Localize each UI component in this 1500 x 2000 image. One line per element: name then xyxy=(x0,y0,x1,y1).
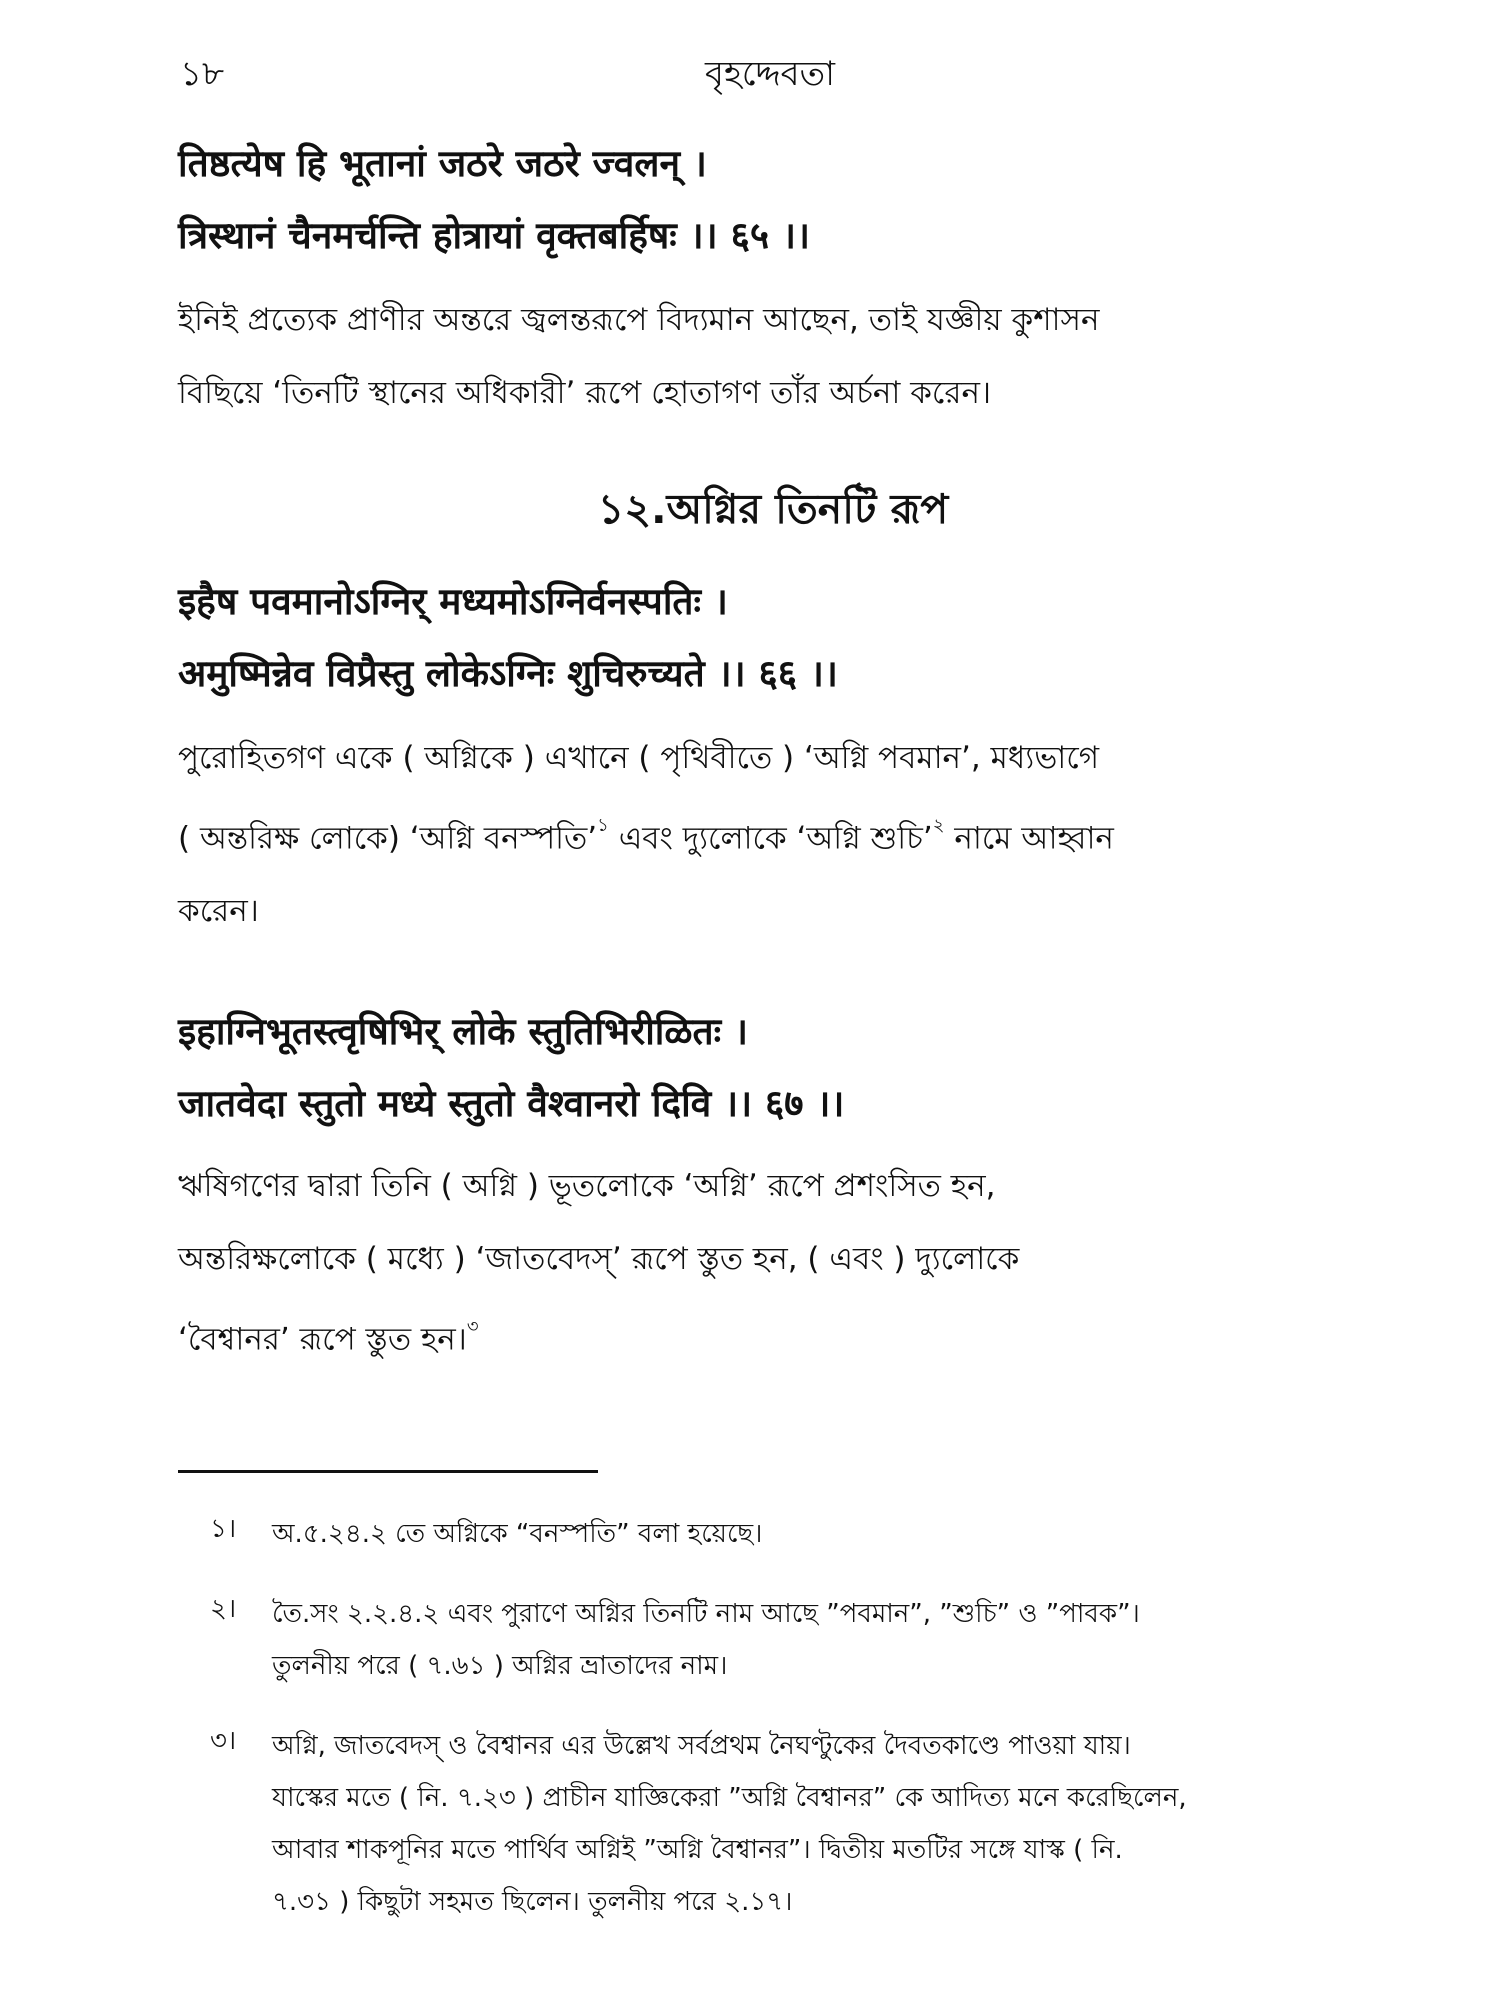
verse-line: तिष्ठत्येष हि भूतानां जठरे जठरे ज्वलन् । xyxy=(178,142,707,185)
footnote-2 xyxy=(210,1588,1370,1692)
bengali-translation-66 xyxy=(178,722,1368,948)
running-title: বৃহদ্দেবতা xyxy=(705,54,835,94)
verse-line: इहाग्निभूतस्त्वृषिभिर् लोके स्तुतिभिरीळितः । xyxy=(178,1010,748,1053)
prose-line: ঋষিগণের দ্বারা তিনি ( অগ্নি ) ভূতলোকে ‘অগ্নি’ রূপে প্রশংসিত হন, xyxy=(178,1168,996,1204)
footnote-marker-2[interactable]: ২ xyxy=(932,815,945,836)
prose-segment: ( অন্তরিক্ষ লোকে) ‘অগ্নি বনস্পতি’ xyxy=(178,820,598,857)
footnotes xyxy=(210,1480,1370,1928)
footnote-number: ২। xyxy=(210,1594,237,1624)
footnote-divider xyxy=(178,1470,598,1473)
sanskrit-verse-66 xyxy=(178,578,1368,722)
prose-line: বিছিয়ে ‘তিনটি স্থানের অধিকারী’ রূপে হোতাগণ তাঁর অর্চনা করেন। xyxy=(178,375,992,411)
footnote-marker-1[interactable]: ১ xyxy=(597,815,609,836)
footnote-line: তৈ.সং ২.২.৪.২ এবং পুরাণে অগ্নির তিনটি নাম আছে ”পবমান”, ”শুচি” ও ”পাবক”। xyxy=(272,1599,1140,1629)
prose-segment: ‘বৈশ্বানর’ রূপে স্তুত হন। xyxy=(178,1321,467,1358)
prose-segment: এবং দ্যুলোকে ‘অগ্নি শুচি’ xyxy=(608,820,933,857)
prose-line: ইনিই প্রত্যেক প্রাণীর অন্তরে জ্বলন্তরূপে বিদ্যমান আছেন, তাই যজ্ঞীয় কুশাসন xyxy=(178,302,1100,338)
footnote-3 xyxy=(210,1720,1370,1928)
footnote-line: আবার শাকপূনির মতে পার্থিব অগ্নিই ”অগ্নি বৈশ্বানর”। দ্বিতীয় মতটির সঙ্গে যাস্ক ( নি. xyxy=(272,1835,1123,1865)
footnote-line: অ.৫.২৪.২ তে অগ্নিকে “বনস্পতি” বলা হয়েছে। xyxy=(272,1519,763,1549)
prose-line xyxy=(178,1296,1368,1376)
footnote-marker-3[interactable]: ৩ xyxy=(466,1316,479,1337)
prose-line: করেন। xyxy=(178,893,259,930)
verse-line: जातवेदा स्तुतो मध्ये स्तुतो वैश्वानरो दिवि ।। ६७ ।। xyxy=(178,1082,845,1126)
verse-line: त्रिस्थानं चैनमर्चन्ति होत्रायां वृक्तबर्हिषः ।। ६५ ।। xyxy=(178,214,810,258)
prose-line xyxy=(178,795,1368,875)
bengali-translation-65 xyxy=(178,284,1368,430)
page-number: ১৮ xyxy=(180,54,225,94)
footnote-line: ৭.৩১ ) কিছুটা সহমত ছিলেন। তুলনীয় পরে ২.১৭। xyxy=(272,1887,793,1917)
running-header xyxy=(180,48,1360,108)
verse-line: इहैष पवमानोऽग्निर् मध्यमोऽग्निर्वनस्पतिः । xyxy=(178,580,728,623)
prose-line: পুরোহিতগণ একে ( অগ্নিকে ) এখানে ( পৃথিবীতে ) ‘অগ্নি পবমান’, মধ্যভাগে xyxy=(178,740,1100,776)
sanskrit-verse-67 xyxy=(178,1008,1368,1152)
footnote-number: ১। xyxy=(210,1514,237,1544)
sanskrit-verse-65 xyxy=(178,140,1368,284)
footnote-1 xyxy=(210,1508,1370,1560)
footnote-line: তুলনীয় পরে ( ৭.৬১ ) অগ্নির ভ্রাতাদের নাম। xyxy=(272,1651,728,1681)
verse-line: अमुष्मिन्नेव विप्रैस्तु लोकेऽग्निः शुचिरुच्यते ।। ६६ ।। xyxy=(178,652,838,696)
footnote-line: অগ্নি, জাতবেদস্ ও বৈশ্বানর এর উল্লেখ সর্বপ্রথম নৈঘণ্টুকের দৈবতকাণ্ডে পাওয়া যায়। xyxy=(272,1731,1131,1761)
footnote-number: ৩। xyxy=(210,1726,237,1756)
prose-line: অন্তরিক্ষলোকে ( মধ্যে ) ‘জাতবেদস্’ রূপে স্তুত হন, ( এবং ) দ্যুলোকে xyxy=(178,1241,1020,1277)
section-heading: ১২.অগ্নির তিনটি রূপ xyxy=(597,485,949,533)
prose-segment: নামে আহ্বান xyxy=(944,820,1114,857)
footnote-line: যাস্কের মতে ( নি. ৭.২৩ ) প্রাচীন যাজ্ঞিকেরা ”অগ্নি বৈশ্বানর” কে আদিত্য মনে করেছিলেন, xyxy=(272,1783,1187,1813)
bengali-translation-67 xyxy=(178,1150,1368,1376)
